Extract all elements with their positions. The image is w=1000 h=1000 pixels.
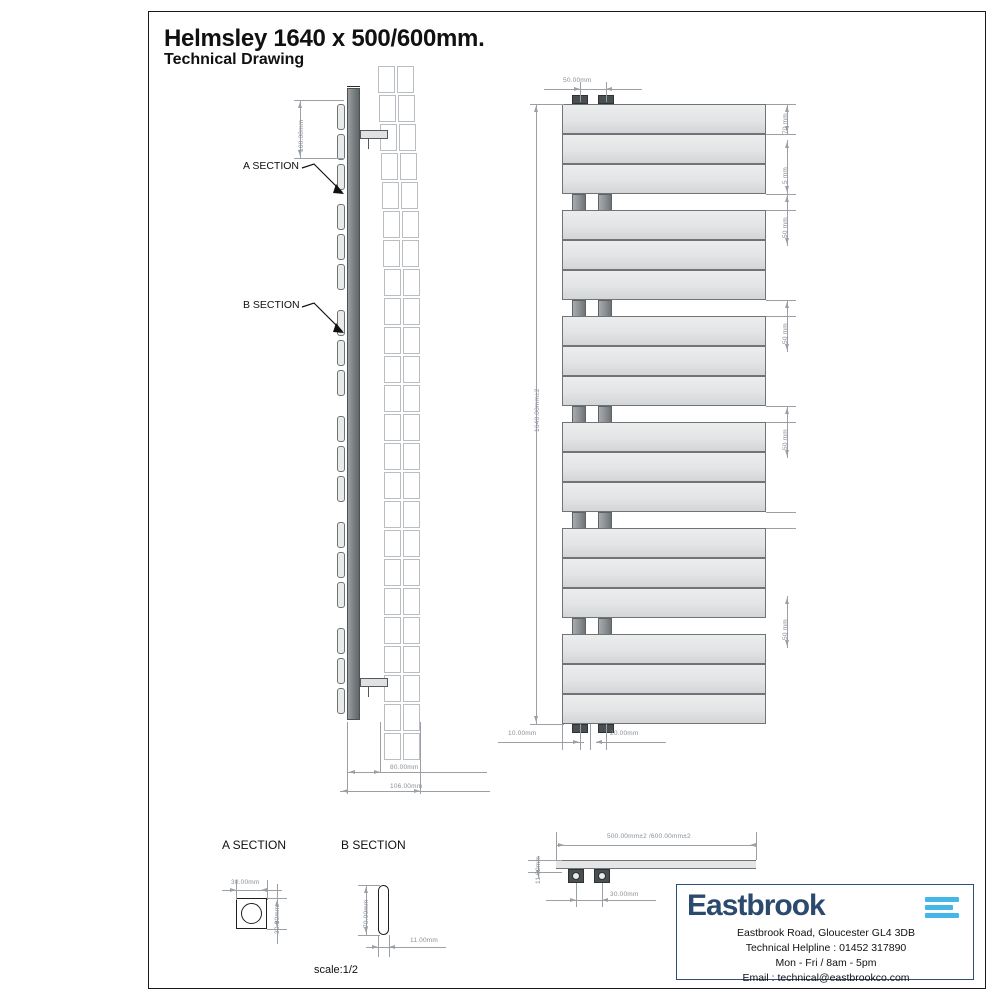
bottom-ext-left <box>562 724 563 750</box>
title-block <box>676 884 974 984</box>
side-rail-stub <box>337 552 345 578</box>
sb-ext-top <box>358 885 380 886</box>
bracket-top-tick <box>368 139 369 149</box>
side-rail-stub <box>337 658 345 684</box>
plan-sp-arrow-left <box>570 898 576 902</box>
sb-width-arrow-left <box>372 945 378 949</box>
radiator-rail <box>562 664 766 694</box>
rseg-ext <box>766 300 796 301</box>
side-rail-stub <box>337 582 345 608</box>
section-b-rounded-bar <box>378 885 389 935</box>
wall-hatch <box>378 62 420 772</box>
sb-ext-wl <box>378 935 379 957</box>
radiator-rail <box>562 316 766 346</box>
bottom-ext-c <box>606 724 607 750</box>
side-rail-stub <box>337 204 345 230</box>
rseg-arrow <box>785 106 789 112</box>
right-label-2: 50 mm <box>782 217 789 238</box>
plan-dim-spacing-label: 30.00mm <box>610 891 639 898</box>
depth-ext-left <box>347 722 348 794</box>
rseg-ext <box>766 512 796 513</box>
radiator-rail <box>562 376 766 406</box>
dim-50-ext-left <box>580 82 581 102</box>
rseg-arrow <box>785 302 789 308</box>
callout-a-section-label: A SECTION <box>243 160 300 172</box>
opening-hours: Mon - Fri / 8am - 5pm <box>775 957 877 969</box>
radiator-rail <box>562 164 766 194</box>
side-rail-stub <box>337 416 345 442</box>
radiator-rail <box>562 134 766 164</box>
bottom-ext-a <box>580 724 581 750</box>
radiator-rail <box>562 104 766 134</box>
rseg-arrow <box>785 142 789 148</box>
section-b-dim-width-label: 11.00mm <box>410 937 439 944</box>
section-b-dim-height-label: 70.00mm <box>363 899 370 928</box>
right-label-0: 70 mm <box>782 113 789 134</box>
wall-bracket-bottom <box>360 678 388 687</box>
dim-10-arrow <box>573 740 579 744</box>
side-rail-stub <box>337 134 345 160</box>
radiator-rail <box>562 482 766 512</box>
brand-name: Eastbrook <box>687 889 825 922</box>
plan-width-arrow-left <box>558 843 564 847</box>
plan-ext-right <box>756 832 757 860</box>
rseg-arrow <box>785 186 789 192</box>
right-label-4: 50 mm <box>782 429 789 450</box>
section-a-title: A SECTION <box>222 838 287 852</box>
side-rail-stub <box>337 104 345 130</box>
rseg-ext <box>766 104 796 105</box>
dim-100-lower-tick <box>294 158 344 159</box>
side-rail-stub <box>337 264 345 290</box>
dim-overall-height-label: 1640.00mm±2 <box>534 388 541 432</box>
radiator-rail <box>562 270 766 300</box>
radiator-rail <box>562 558 766 588</box>
company-address: Eastbrook Road, Gloucester GL4 3DB <box>736 927 915 939</box>
rseg-arrow <box>785 238 789 244</box>
plan-sp-line <box>546 900 656 901</box>
rseg-arrow <box>785 598 789 604</box>
dim-height-top-label: 100.00mm <box>298 119 305 152</box>
radiator-rail <box>562 634 766 664</box>
dim-depth-inner-label: 80.00mm <box>390 764 419 771</box>
dim-20-line <box>596 742 666 743</box>
side-rail-stub <box>337 522 345 548</box>
callout-b-leader <box>300 299 360 344</box>
plan-thick-ext-bot <box>528 872 562 873</box>
scale-note: scale:1/2 <box>314 964 359 976</box>
section-a-inner-circle <box>241 903 262 924</box>
section-a-dim-height-label: 30.00mm <box>274 905 281 934</box>
rseg-ext <box>766 134 796 135</box>
callout-b-section-label: B SECTION <box>243 299 300 311</box>
plan-width-arrow-right <box>750 843 756 847</box>
depth-ext-mid <box>380 722 381 772</box>
page-title: Helmsley 1640 x 500/600mm. <box>164 25 485 52</box>
radiator-rail <box>562 528 766 558</box>
wall-bracket-top <box>360 130 388 139</box>
sa-width-arrow-right <box>261 888 267 892</box>
dim-50-arrow-right <box>606 87 612 91</box>
sb-width-line <box>366 947 446 948</box>
sb-width-arrow-right <box>389 945 395 949</box>
plan-sp-arrow-right <box>602 898 608 902</box>
plan-dim-thickness-label: 11.00mm <box>535 855 542 884</box>
dim-top-width-label: 50.00mm <box>563 77 592 84</box>
rseg-arrow <box>785 196 789 202</box>
dim-10-line <box>498 742 584 743</box>
plan-dim-width-label: 500.00mm±2 /600.00mm±2 <box>607 833 691 840</box>
section-a-dim-width-label: 30.00mm <box>231 879 260 886</box>
side-rail-stub <box>337 446 345 472</box>
side-rail-stub <box>337 234 345 260</box>
rseg-ext <box>766 422 796 423</box>
dim-depth-outer-label: 106.00mm <box>390 783 423 790</box>
plan-width-line <box>556 845 756 846</box>
plan-body-bottom <box>556 868 756 869</box>
plan-thick-ext-top <box>528 860 562 861</box>
technical-helpline: Technical Helpline : 01452 317890 <box>745 942 907 954</box>
plan-body-fill <box>556 861 756 868</box>
rseg-arrow <box>785 450 789 456</box>
radiator-rail <box>562 694 766 724</box>
dim-80-line <box>347 772 487 773</box>
dim-50-line <box>544 89 642 90</box>
plan-sp-ext-right <box>602 883 603 907</box>
side-rail-stub <box>337 370 345 396</box>
callout-a-leader <box>300 160 360 205</box>
rseg-ext <box>766 528 796 529</box>
plan-valve-right-bore <box>598 872 606 880</box>
dim-100-upper-tick <box>294 100 344 101</box>
radiator-rail <box>562 452 766 482</box>
bracket-bottom-tick <box>368 687 369 697</box>
sb-ext-bot <box>358 935 380 936</box>
rseg-ext <box>766 210 796 211</box>
dim-bottom-right-label: 20.00mm <box>610 730 639 737</box>
contact-email: Email : technical@eastbrookco.com <box>742 972 910 984</box>
rseg-arrow <box>785 408 789 414</box>
dim-80-arrow-right <box>374 770 380 774</box>
bottom-ext-b <box>590 724 591 750</box>
page-subtitle: Technical Drawing <box>164 51 305 68</box>
rseg-ext <box>766 316 796 317</box>
side-rail-stub <box>337 688 345 714</box>
dim-bottom-left-label: 10.00mm <box>508 730 537 737</box>
sa-width-arrow-left <box>230 888 236 892</box>
side-rail-stub <box>337 476 345 502</box>
dim-height-arrow-bottom <box>534 716 538 722</box>
rseg-ext <box>766 194 796 195</box>
dim-100-arrow-up <box>298 102 302 108</box>
plan-sp-ext-left <box>576 883 577 907</box>
spine-top-cap <box>347 86 360 87</box>
radiator-rail <box>562 210 766 240</box>
right-label-1: 5 mm <box>782 166 789 184</box>
plan-valve-left-bore <box>572 872 580 880</box>
eastbrook-logo-icon <box>925 897 959 923</box>
right-label-3: 50 mm <box>782 323 789 344</box>
radiator-rail <box>562 346 766 376</box>
dim-height-arrow-top <box>534 106 538 112</box>
dim-50-arrow-left <box>574 87 580 91</box>
plan-ext-left <box>556 832 557 860</box>
rseg-arrow <box>785 640 789 646</box>
dim-20-arrow <box>596 740 602 744</box>
dim-50-ext-right <box>606 82 607 102</box>
height-ext-bottom <box>530 724 564 725</box>
rseg-arrow <box>785 344 789 350</box>
rseg-ext <box>766 406 796 407</box>
section-b-title: B SECTION <box>341 838 406 852</box>
radiator-rail <box>562 240 766 270</box>
radiator-rail <box>562 422 766 452</box>
right-label-5: 50 mm <box>782 619 789 640</box>
dim-106-arrow-left <box>342 789 348 793</box>
sb-height-arrow-top <box>364 887 368 893</box>
dim-80-arrow-left <box>349 770 355 774</box>
radiator-rail <box>562 588 766 618</box>
side-rail-stub <box>337 628 345 654</box>
